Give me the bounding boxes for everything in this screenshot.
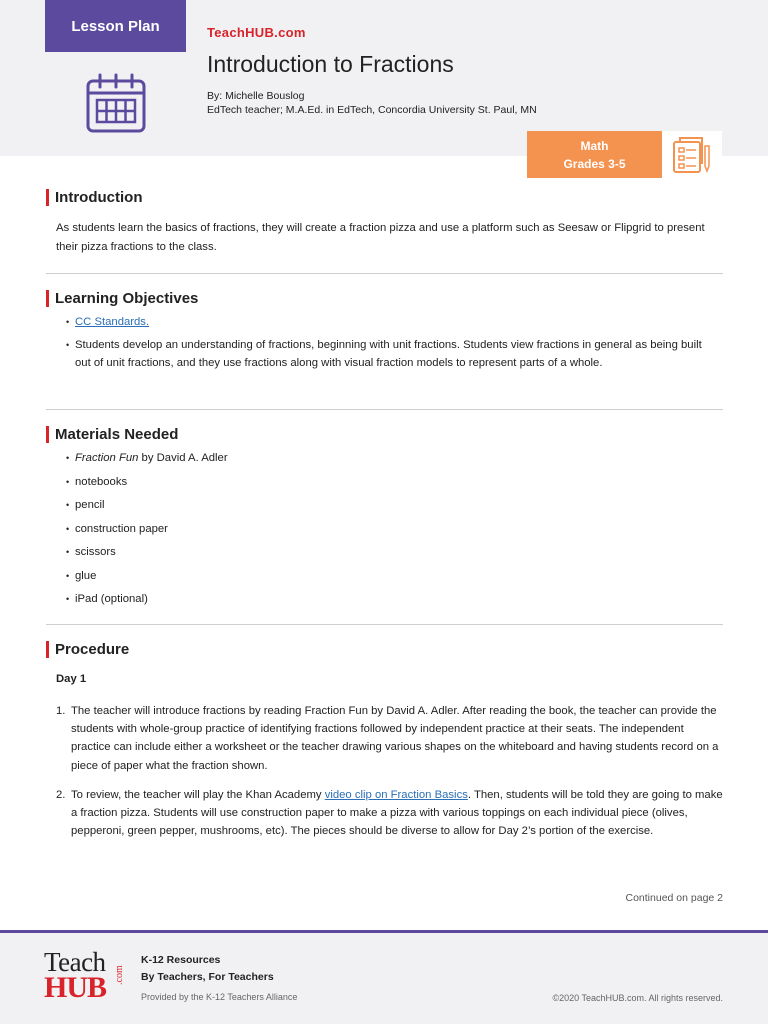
lesson-document-icon <box>662 131 722 178</box>
procedure-step <box>56 786 726 841</box>
logo-teach-text: Teach <box>44 947 106 977</box>
section-divider <box>46 409 723 410</box>
list-item: • construction paper <box>66 520 706 539</box>
book-author: by David A. Adler <box>138 452 228 464</box>
brand-name: TeachHUB.com <box>207 25 306 40</box>
objectives-list <box>66 313 706 377</box>
section-divider <box>46 273 723 274</box>
continued-note: Continued on page 2 <box>625 892 723 904</box>
footer <box>0 930 768 1024</box>
subject-label: Math <box>580 139 609 153</box>
materials-heading: Materials Needed <box>46 426 178 443</box>
footer-provider: Provided by the K-12 Teachers Alliance <box>141 992 298 1002</box>
footer-tagline-2: By Teachers, For Teachers <box>141 971 274 983</box>
introduction-heading: Introduction <box>46 189 142 206</box>
book-title: Fraction Fun <box>75 452 139 464</box>
procedure-steps <box>56 702 726 851</box>
list-item: • Students develop an understanding of fractions, beginning with unit fractions. Students view fractions in general as being built out of unit fractions, and they use fractions along with visual fraction models to represent parts of a whole. <box>66 336 706 373</box>
day-label: Day 1 <box>56 673 87 685</box>
step-text: The teacher will introduce fractions by reading Fraction Fun by David A. Adler. After reading the book, the teacher can provide the students with whole-group practice of identifying fractions followed by independent practice at their seats. The independent practice can include either a worksheet or the teacher drawing various shapes on the whiteboard and having students record on a piece of paper what the fraction shown. <box>71 705 719 772</box>
step-text-end: . Then, students will be told they are going to make a fraction pizza. Students will use construction paper to make a pizza with various toppings on each individual piece (olives, pepperoni, green pepper, mushrooms, etc). The pieces should be diverse to allow for Day 2’s portion of the exercise. <box>71 788 723 838</box>
lesson-plan-tab: Lesson Plan <box>45 0 186 52</box>
procedure-step <box>56 702 726 775</box>
footer-tagline-1: K-12 Resources <box>141 954 221 966</box>
copyright: ©2020 TeachHUB.com. All rights reserved. <box>552 993 723 1003</box>
credentials-line: EdTech teacher; M.A.Ed. in EdTech, Concordia University St. Paul, MN <box>207 104 537 116</box>
introduction-text: As students learn the basics of fractions, they will create a fraction pizza and use a platform such as Seesaw or Flipgrid to present their pizza fractions to the class. <box>56 222 705 253</box>
list-item: • glue <box>66 567 706 586</box>
author-line: By: Michelle Bouslog <box>207 90 305 102</box>
fraction-basics-video-link[interactable]: video clip on Fraction Basics <box>324 788 468 801</box>
section-divider <box>46 624 723 625</box>
step-number: 2. <box>56 788 66 801</box>
subject-badge <box>527 131 662 178</box>
list-item <box>66 449 706 468</box>
calendar-icon <box>86 73 146 133</box>
cc-standards-link[interactable]: CC Standards. <box>75 316 150 328</box>
author-info <box>207 89 537 117</box>
materials-list <box>66 449 706 614</box>
logo-com-text: .com <box>114 965 125 985</box>
grades-label: Grades 3-5 <box>563 157 626 171</box>
page-title: Introduction to Fractions <box>207 51 454 77</box>
list-item[interactable] <box>66 313 706 332</box>
teachhub-logo[interactable] <box>44 947 130 1005</box>
list-item: • scissors <box>66 543 706 562</box>
learning-objectives-heading: Learning Objectives <box>46 290 198 307</box>
step-number: 1. <box>56 705 66 717</box>
list-item: • pencil <box>66 496 706 515</box>
logo-hub-text: HUB <box>44 971 107 1004</box>
step-text-start: To review, the teacher will play the Khan Academy <box>71 788 325 801</box>
procedure-heading: Procedure <box>46 641 129 658</box>
list-item: • notebooks <box>66 473 706 492</box>
list-item: • iPad (optional) <box>66 590 706 609</box>
